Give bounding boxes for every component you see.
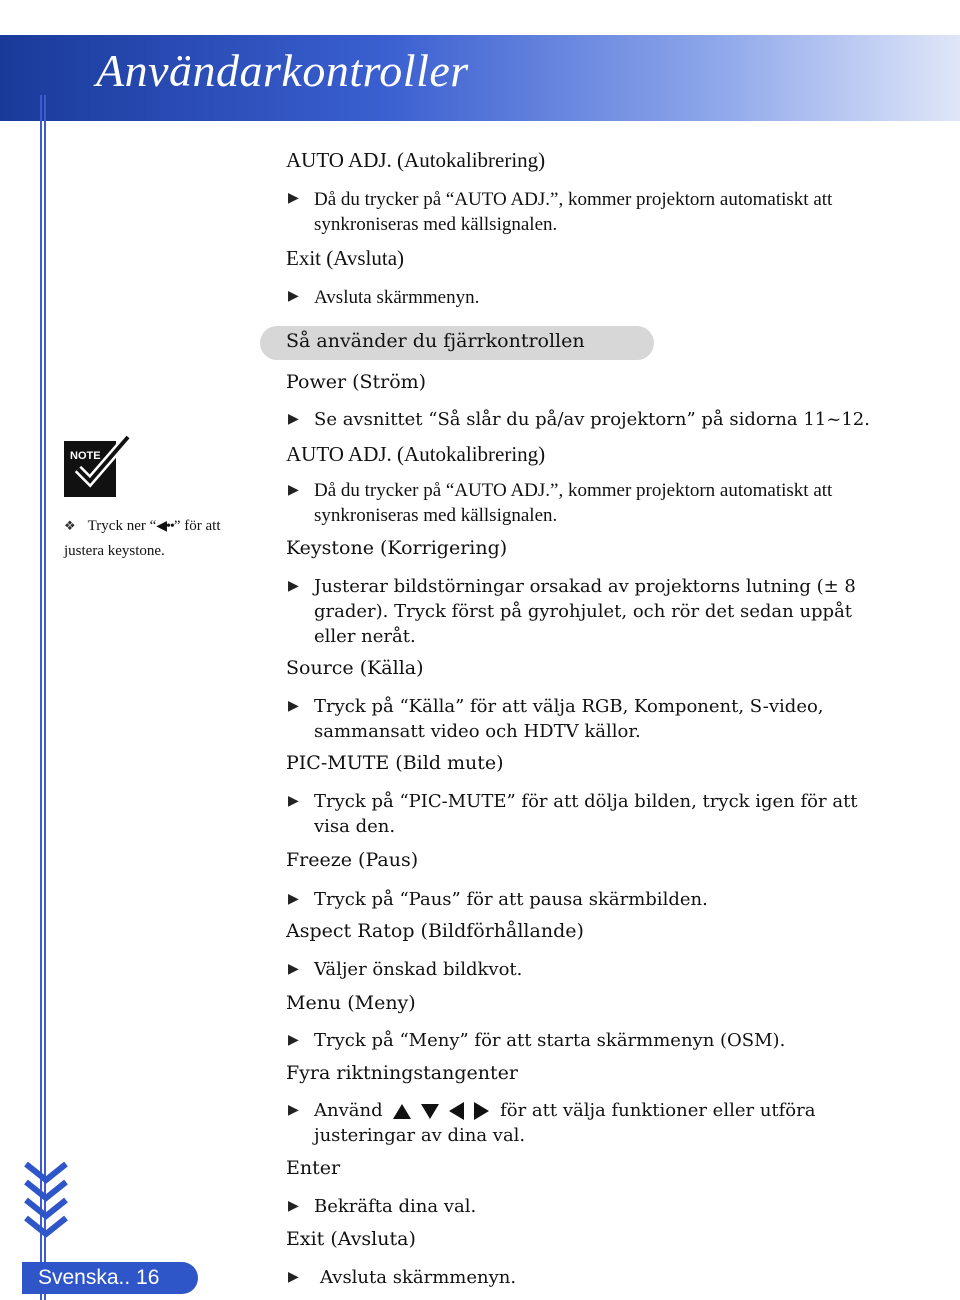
arrow-down-icon — [421, 1104, 439, 1119]
section-heading: Menu (Meny) — [286, 992, 416, 1014]
bullet-arrow-icon: ▶ — [288, 1198, 299, 1214]
page-number: Svenska.. 16 — [38, 1266, 160, 1289]
remote-section-title: Så använder du fjärrkontrollen — [286, 330, 585, 352]
section-text: Avsluta skärmmenyn. — [320, 1267, 517, 1288]
section-text: Väljer önskad bildkvot. — [314, 959, 523, 980]
section-heading: AUTO ADJ. (Autokalibrering) — [286, 442, 546, 466]
section-text: Bekräfta dina val. — [314, 1196, 477, 1217]
bullet-arrow-icon: ▶ — [288, 1269, 299, 1285]
arrow-keys-text-before: Använd — [314, 1100, 383, 1121]
section-heading: Aspect Ratop (Bildförhållande) — [286, 920, 584, 942]
side-note-before: Tryck ner “ — [87, 518, 157, 534]
margin-rule — [40, 95, 42, 1300]
side-note-after: ” för att justera keystone. — [64, 518, 221, 559]
section-text: Justerar bildstörningar orsakad av projektorns lutning (± 8 grader). Tryck först på gyrohjulet, och rör det sedan uppåt eller neråt. — [314, 576, 856, 647]
side-note — [64, 514, 254, 563]
arrow-left-icon — [449, 1102, 464, 1120]
section-heading: Enter — [286, 1157, 341, 1179]
section-text: Då du trycker på “AUTO ADJ.”, kommer projektorn automatiskt att synkroniseras med källsignalen. — [314, 480, 833, 526]
section-heading: AUTO ADJ. (Autokalibrering) — [286, 148, 546, 172]
arrow-right-icon — [474, 1102, 489, 1120]
section-heading: Exit (Avsluta) — [286, 1228, 416, 1250]
section-text: Tryck på “Paus” för att pausa skärmbilden. — [314, 889, 708, 910]
section-heading: Keystone (Korrigering) — [286, 537, 508, 559]
arrow-up-icon — [393, 1104, 411, 1119]
bullet-arrow-icon: ▶ — [288, 288, 299, 304]
diamond-bullet-icon: ❖ — [64, 518, 76, 533]
arrow-keys-text-after: för att välja funktioner eller utföra justeringar av dina val. — [314, 1100, 816, 1146]
section-text: Se avsnittet “Så slår du på/av projektorn” på sidorna 11~12. — [314, 409, 870, 430]
section-text — [314, 1098, 894, 1148]
keystone-key-icon: ◀•• — [156, 519, 174, 534]
note-icon — [64, 435, 132, 499]
bullet-arrow-icon: ▶ — [288, 961, 299, 977]
bullet-arrow-icon: ▶ — [288, 793, 299, 809]
section-heading: Source (Källa) — [286, 657, 424, 679]
bullet-arrow-icon: ▶ — [288, 578, 299, 594]
page-number-badge — [22, 1262, 198, 1294]
bullet-arrow-icon: ▶ — [288, 190, 299, 206]
section-text: Avsluta skärmmenyn. — [314, 287, 480, 308]
margin-rule — [44, 95, 46, 1300]
note-icon-label: NOTE — [70, 450, 101, 462]
page-title: Användarkontroller — [96, 45, 469, 96]
section-heading: Power (Ström) — [286, 371, 427, 393]
section-text: Då du trycker på “AUTO ADJ.”, kommer projektorn automatiskt att synkroniseras med källsignalen. — [314, 189, 833, 235]
bullet-arrow-icon: ▶ — [288, 411, 299, 427]
section-text: Tryck på “PIC-MUTE” för att dölja bilden, tryck igen för att visa den. — [314, 791, 858, 837]
bullet-arrow-icon: ▶ — [288, 482, 299, 498]
section-heading: Fyra riktningstangenter — [286, 1062, 518, 1084]
remote-section-banner — [260, 326, 654, 360]
chevron-down-icon — [24, 1160, 68, 1240]
section-heading: PIC-MUTE (Bild mute) — [286, 752, 504, 774]
bullet-arrow-icon: ▶ — [288, 1102, 299, 1118]
section-heading: Freeze (Paus) — [286, 849, 419, 871]
bullet-arrow-icon: ▶ — [288, 698, 299, 714]
section-text: Tryck på “Meny” för att starta skärmmenyn (OSM). — [314, 1030, 786, 1051]
section-text: Tryck på “Källa” för att välja RGB, Komponent, S-video, sammansatt video och HDTV källor. — [314, 696, 824, 742]
section-heading: Exit (Avsluta) — [286, 246, 405, 270]
bullet-arrow-icon: ▶ — [288, 1032, 299, 1048]
bullet-arrow-icon: ▶ — [288, 891, 299, 907]
